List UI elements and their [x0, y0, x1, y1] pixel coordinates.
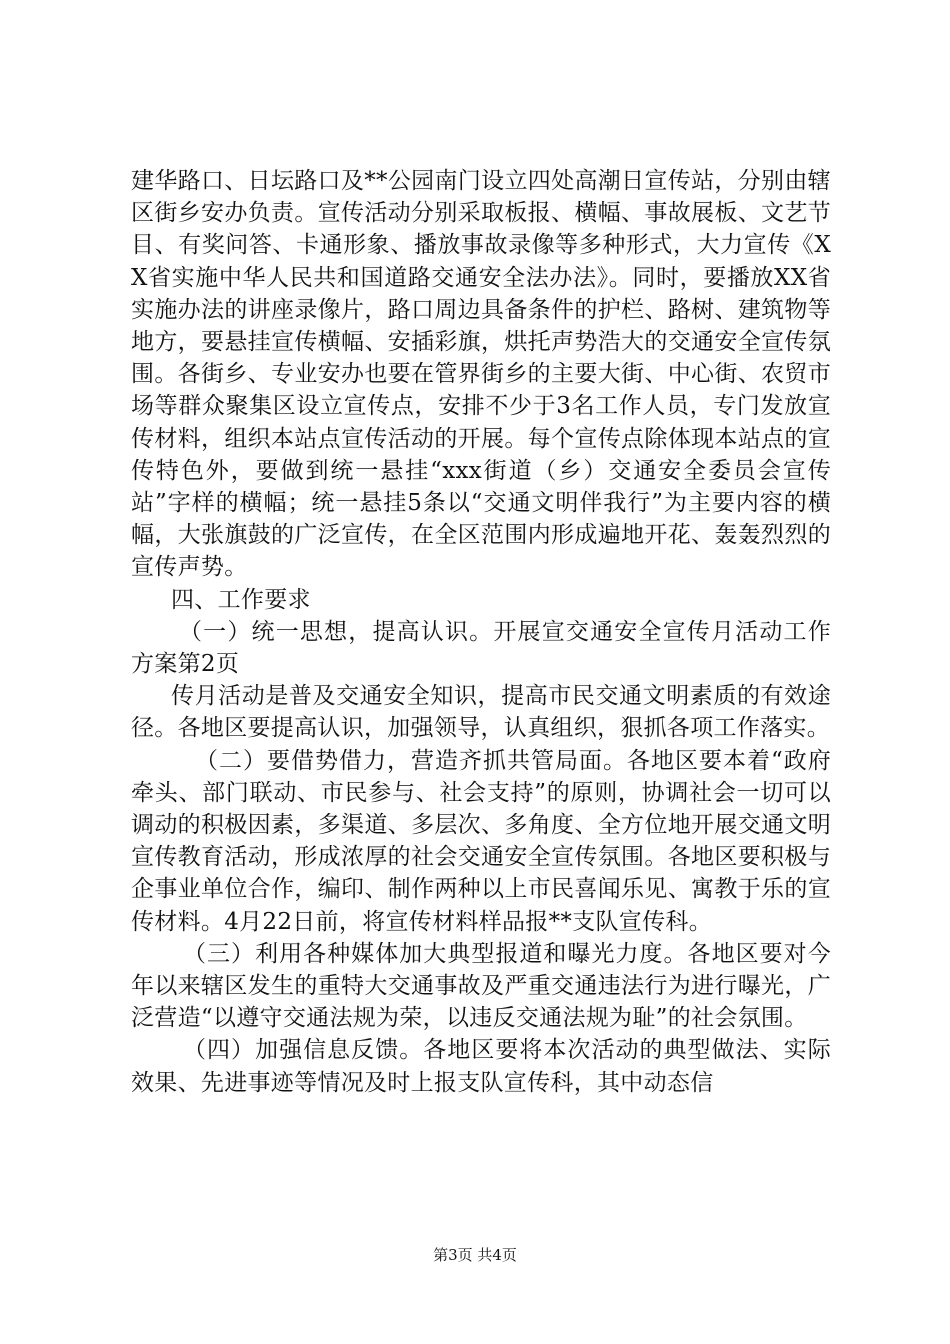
paragraph-requirement-4: （四）加强信息反馈。各地区要将本次活动的典型做法、实际效果、先进事迹等情况及时上报支队宣传科，其中动态信	[131, 1037, 831, 1096]
paragraph-publicity-stations: 建华路口、日坛路口及**公园南门设立四处高潮日宣传站，分别由辖区街乡安办负责。宣传活动分别采取板报、横幅、事故展板、文艺节目、有奖问答、卡通形象、播放事故录像等多种形式，大力宣传《XX省实施中华人民共和国道路交通安全法办法》。同时，要播放XX省实施办法的讲座录像片，路口周边具备条件的护栏、路树、建筑物等地方，要悬挂宣传横幅、安插彩旗，烘托声势浩大的交通安全宣传氛围。各街乡、专业安办也要在管界街乡的主要大街、中心街、农贸市场等群众聚集区设立宣传点，安排不少于3名工作人员，专门发放宣传材料，组织本站点宣传活动的开展。每个宣传点除体现本站点的宣传特色外，要做到统一悬挂“xxx街道（乡）交通安全委员会宣传站”字样的横幅；统一悬挂5条以“交通文明伴我行”为主要内容的横幅，大张旗鼓的广泛宣传，在全区范围内形成遍地开花、轰轰烈烈的宣传声势。	[131, 168, 831, 581]
document-body	[131, 165, 831, 1099]
section-heading-work-requirements: 四、工作要求	[171, 586, 311, 613]
page-indicator: 第3页 共4页	[433, 1246, 517, 1264]
paragraph-requirement-2: （二）要借势借力，营造齐抓共管局面。各地区要本着“政府牵头、部门联动、市民参与、社会支持”的原则，协调社会一切可以调动的积极因素，多渠道、多层次、多角度、全方位地开展交通文明宣传教育活动，形成浓厚的社会交通安全宣传氛围。各地区要积极与企事业单位合作，编印、制作两种以上市民喜闻乐见、寓教于乐的宣传材料。4月22日前，将宣传材料样品报**支队宣传科。	[131, 747, 831, 935]
paragraph-requirement-1: （一）统一思想，提高认识。开展宣交通安全宣传月活动工作方案第2页	[131, 618, 831, 678]
paragraph-requirement-3: （三）利用各种媒体加大典型报道和曝光力度。各地区要对今年以来辖区发生的重特大交通事故及严重交通违法行为进行曝光，广泛营造“以遵守交通法规为荣，以违反交通法规为耻”的社会氛围。	[131, 940, 831, 1032]
page-footer	[0, 1245, 950, 1265]
paragraph-requirement-1-continued: 传月活动是普及交通安全知识，提高市民交通文明素质的有效途径。各地区要提高认识，加强领导，认真组织，狠抓各项工作落实。	[131, 683, 831, 742]
